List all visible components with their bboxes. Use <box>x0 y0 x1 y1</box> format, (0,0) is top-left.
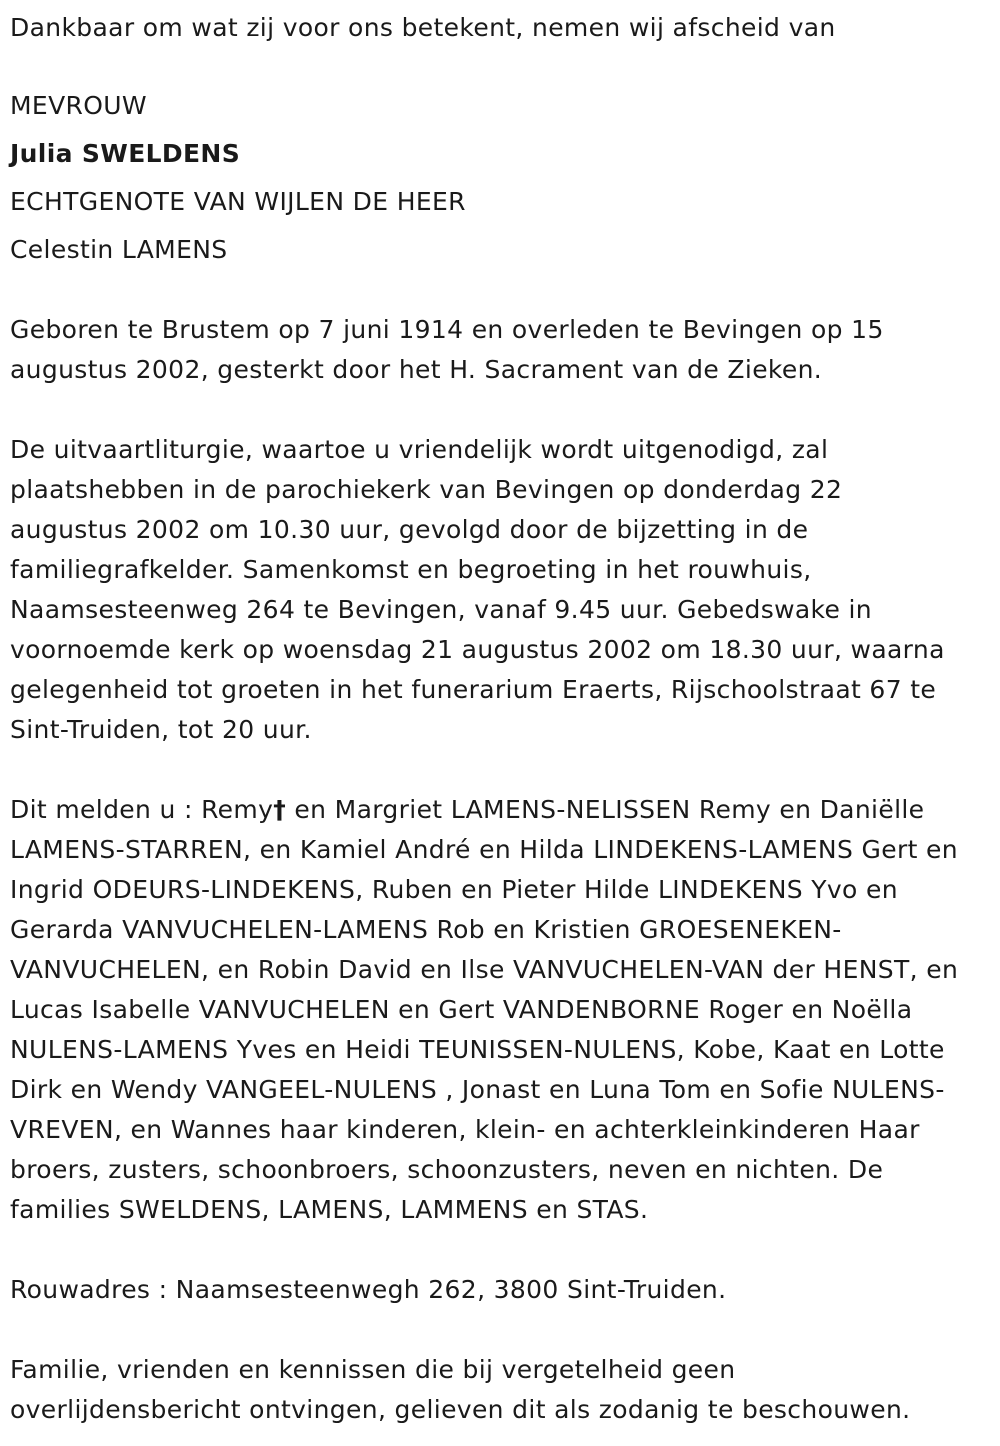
family-line: Lucas Isabelle VANVUCHELEN en Gert VANDENBORNE Roger en Noëlla <box>10 995 913 1024</box>
funeral-line: familiegrafkelder. Samenkomst en begroeting in het rouwhuis, <box>10 555 812 584</box>
funeral-paragraph <box>10 430 990 750</box>
funeral-line: De uitvaartliturgie, waartoe u vriendelijk wordt uitgenodigd, zal <box>10 435 829 464</box>
closing-line: overlijdensbericht ontvingen, gelieven dit als zodanig te beschouwen. <box>10 1395 911 1424</box>
relation-text: ECHTGENOTE VAN WIJLEN DE HEER <box>10 187 466 216</box>
family-line: Ingrid ODEURS-LINDEKENS, Ruben en Pieter Hilde LINDEKENS Yvo en <box>10 875 898 904</box>
family-line: VREVEN, en Wannes haar kinderen, klein- en achterkleinkinderen Haar <box>10 1115 920 1144</box>
birth-death-paragraph <box>10 310 990 390</box>
funeral-line: voornoemde kerk op woensdag 21 augustus 2002 om 18.30 uur, waarna <box>10 635 945 664</box>
family-line: broers, zusters, schoonbroers, schoonzusters, neven en nichten. De <box>10 1155 884 1184</box>
family-line: Gerarda VANVUCHELEN-LAMENS Rob en Kristien GROESENEKEN- <box>10 915 842 944</box>
funeral-line: augustus 2002 om 10.30 uur, gevolgd door de bijzetting in de <box>10 515 809 544</box>
deceased-name: Julia SWELDENS <box>10 139 241 168</box>
funeral-line: plaatshebben in de parochiekerk van Bevingen op donderdag 22 <box>10 475 843 504</box>
family-line: Dirk en Wendy VANGEEL-NULENS , Jonast en Luna Tom en Sofie NULENS- <box>10 1075 945 1104</box>
funeral-line: Sint-Truiden, tot 20 uur. <box>10 715 312 744</box>
honorific: MEVROUW <box>10 91 147 120</box>
family-paragraph <box>10 790 990 1230</box>
family-line: VANVUCHELEN, en Robin David en Ilse VANVUCHELEN-VAN der HENST, en <box>10 955 959 984</box>
birth-death-line: Geboren te Brustem op 7 juni 1914 en overleden te Bevingen op 15 <box>10 315 884 344</box>
family-line: NULENS-LAMENS Yves en Heidi TEUNISSEN-NULENS, Kobe, Kaat en Lotte <box>10 1035 945 1064</box>
funeral-line: Naamsesteenweg 264 te Bevingen, vanaf 9.45 uur. Gebedswake in <box>10 595 872 624</box>
spouse-name: Celestin LAMENS <box>10 235 228 264</box>
birth-death-line: augustus 2002, gesterkt door het H. Sacrament van de Zieken. <box>10 355 823 384</box>
address-text: Rouwadres : Naamsesteenwegh 262, 3800 Sint-Truiden. <box>10 1275 727 1304</box>
cross-icon: † <box>273 795 287 824</box>
family-line: families SWELDENS, LAMENS, LAMMENS en STAS. <box>10 1195 649 1224</box>
intro-text: Dankbaar om wat zij voor ons betekent, nemen wij afscheid van <box>10 13 836 42</box>
funeral-line: gelegenheid tot groeten in het funerarium Eraerts, Rijschoolstraat 67 te <box>10 675 937 704</box>
closing-line: Familie, vrienden en kennissen die bij vergetelheid geen <box>10 1355 736 1384</box>
closing-paragraph <box>10 1350 990 1430</box>
family-line: LAMENS-STARREN, en Kamiel André en Hilda LINDEKENS-LAMENS Gert en <box>10 835 958 864</box>
family-intro: Dit melden u : Remy <box>10 795 274 824</box>
family-line-first <box>10 790 990 830</box>
family-intro-rest: en Margriet LAMENS-NELISSEN Remy en Daniëlle <box>286 795 925 824</box>
